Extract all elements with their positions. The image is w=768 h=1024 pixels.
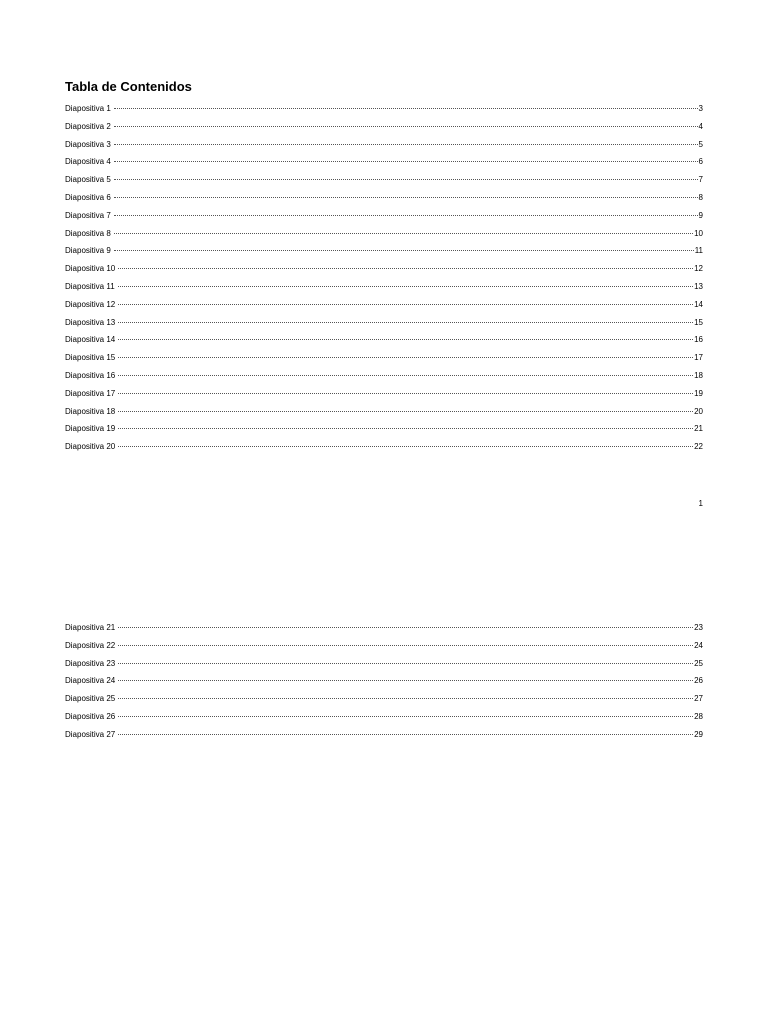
toc-entry[interactable] (65, 726, 703, 744)
toc-entry-label: Diapositiva 8 (65, 228, 111, 238)
toc-entry-label: Diapositiva 22 (65, 640, 116, 650)
toc-dot-leader (118, 322, 693, 323)
toc-entry-label: Diapositiva 7 (65, 210, 111, 220)
toc-dot-leader (118, 286, 693, 287)
toc-dot-leader (114, 161, 698, 162)
toc-entry-page-number: 22 (694, 442, 703, 452)
toc-dot-leader (118, 268, 693, 269)
toc-dot-leader (118, 339, 693, 340)
toc-entry-page-number: 23 (694, 623, 703, 632)
toc-entry-page-number: 6 (698, 157, 703, 167)
toc-entry[interactable] (65, 118, 703, 136)
toc-entry-page-number: 18 (694, 370, 703, 380)
toc-entry-label: Diapositiva 6 (65, 192, 111, 202)
toc-entry-page-number: 7 (698, 175, 703, 185)
toc-entry-label: Diapositiva 11 (65, 281, 115, 291)
toc-entry-label: Diapositiva 24 (65, 676, 116, 686)
toc-entry-page-number: 24 (694, 640, 703, 650)
toc-entry-label: Diapositiva 26 (65, 711, 116, 721)
toc-dot-leader (118, 716, 693, 717)
toc-entry[interactable] (65, 420, 703, 438)
toc-entry[interactable] (65, 314, 703, 332)
toc-entry[interactable] (65, 296, 703, 314)
toc-entry[interactable] (65, 225, 703, 243)
toc-entry[interactable] (65, 278, 703, 296)
toc-list-page-1 (65, 100, 703, 456)
toc-dot-leader (118, 734, 693, 735)
toc-page-2 (65, 619, 703, 744)
toc-entry-label: Diapositiva 2 (65, 121, 111, 131)
toc-entry-label: Diapositiva 3 (65, 139, 111, 149)
toc-entry-page-number: 3 (698, 104, 703, 113)
toc-entry-label: Diapositiva 27 (65, 729, 116, 739)
toc-entry[interactable] (65, 655, 703, 673)
toc-dot-leader (118, 446, 693, 447)
toc-entry[interactable] (65, 100, 703, 118)
toc-entry-page-number: 17 (694, 353, 703, 363)
toc-entry-page-number: 9 (698, 210, 703, 220)
toc-entry[interactable] (65, 385, 703, 403)
toc-entry[interactable] (65, 136, 703, 154)
toc-entry-page-number: 4 (698, 121, 703, 131)
toc-entry[interactable] (65, 331, 703, 349)
toc-entry-page-number: 13 (694, 281, 703, 291)
toc-entry-page-number: 11 (694, 246, 703, 256)
toc-dot-leader (114, 179, 698, 180)
toc-dot-leader (118, 375, 693, 376)
toc-dot-leader (114, 233, 693, 234)
toc-dot-leader (114, 144, 698, 145)
toc-entry-page-number: 14 (694, 299, 703, 309)
page-number: 1 (698, 499, 703, 508)
toc-entry-page-number: 5 (698, 139, 703, 149)
toc-entry-page-number: 10 (694, 228, 703, 238)
toc-entry-label: Diapositiva 16 (65, 370, 116, 380)
toc-dot-leader (118, 663, 693, 664)
toc-entry[interactable] (65, 403, 703, 421)
toc-entry[interactable] (65, 438, 703, 456)
toc-entry-label: Diapositiva 15 (65, 353, 116, 363)
toc-entry-label: Diapositiva 23 (65, 658, 116, 668)
toc-entry[interactable] (65, 171, 703, 189)
toc-entry-page-number: 21 (694, 424, 703, 434)
toc-entry-label: Diapositiva 1 (65, 104, 111, 113)
toc-dot-leader (118, 411, 693, 412)
toc-entry-page-number: 20 (694, 406, 703, 416)
toc-entry-label: Diapositiva 5 (65, 175, 111, 185)
toc-entry[interactable] (65, 637, 703, 655)
toc-entry-page-number: 16 (694, 335, 703, 345)
toc-entry-label: Diapositiva 9 (65, 246, 111, 256)
toc-entry-label: Diapositiva 13 (65, 317, 116, 327)
toc-entry-page-number: 25 (694, 658, 703, 668)
toc-entry-label: Diapositiva 14 (65, 335, 116, 345)
toc-dot-leader (114, 215, 698, 216)
toc-entry[interactable] (65, 619, 703, 637)
toc-entry[interactable] (65, 349, 703, 367)
toc-entry-label: Diapositiva 4 (65, 157, 111, 167)
toc-entry[interactable] (65, 367, 703, 385)
toc-entry[interactable] (65, 242, 703, 260)
toc-dot-leader (118, 627, 693, 628)
toc-dot-leader (114, 108, 698, 109)
toc-dot-leader (118, 393, 693, 394)
toc-entry-label: Diapositiva 18 (65, 406, 116, 416)
toc-entry-page-number: 29 (694, 729, 703, 739)
toc-entry-page-number: 27 (694, 694, 703, 704)
toc-list-page-2 (65, 619, 703, 744)
toc-dot-leader (118, 680, 693, 681)
toc-entry-page-number: 28 (694, 711, 703, 721)
toc-dot-leader (114, 250, 694, 251)
toc-entry[interactable] (65, 708, 703, 726)
toc-entry-label: Diapositiva 17 (65, 388, 116, 398)
toc-entry[interactable] (65, 189, 703, 207)
toc-dot-leader (118, 428, 693, 429)
toc-dot-leader (114, 126, 698, 127)
toc-entry-label: Diapositiva 20 (65, 442, 116, 452)
toc-dot-leader (118, 357, 693, 358)
toc-entry[interactable] (65, 207, 703, 225)
toc-entry-page-number: 12 (694, 264, 703, 274)
toc-entry-label: Diapositiva 21 (65, 623, 116, 632)
toc-dot-leader (114, 197, 698, 198)
toc-entry[interactable] (65, 260, 703, 278)
toc-entry-page-number: 15 (694, 317, 703, 327)
toc-entry[interactable] (65, 672, 703, 690)
toc-entry[interactable] (65, 153, 703, 171)
toc-dot-leader (118, 304, 693, 305)
toc-entry-page-number: 26 (694, 676, 703, 686)
toc-entry-label: Diapositiva 10 (65, 264, 116, 274)
toc-entry[interactable] (65, 690, 703, 708)
toc-dot-leader (118, 698, 693, 699)
toc-entry-page-number: 19 (694, 388, 703, 398)
toc-dot-leader (118, 645, 693, 646)
toc-entry-page-number: 8 (698, 192, 703, 202)
toc-page-1 (65, 76, 703, 456)
toc-title: Tabla de Contenidos (65, 79, 192, 94)
toc-entry-label: Diapositiva 19 (65, 424, 116, 434)
toc-entry-label: Diapositiva 12 (65, 299, 116, 309)
toc-entry-label: Diapositiva 25 (65, 694, 116, 704)
